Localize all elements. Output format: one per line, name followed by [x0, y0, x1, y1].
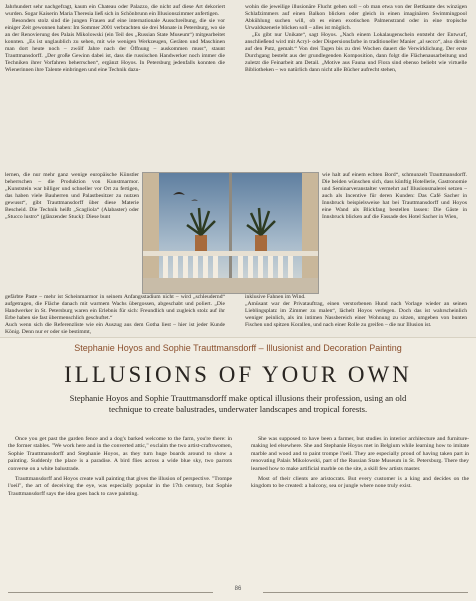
paragraph: inklusive Fahnen im Wind. [245, 294, 306, 300]
paragraph: Auch wenn sich die Referenzliste wie ein Auszug aus dem Gotha liest – hier ist jeder Kunde König. Denn nur er oder sie bestimmt, [5, 322, 225, 336]
trompe-loeil-photo [142, 172, 319, 294]
paragraph: Most of their clients are aristocrats. But every customer is a king and decides on the kingdom to be created: a balcony, sea or jungle where none truly exist. [251, 476, 469, 490]
english-summary-box [0, 337, 476, 601]
paragraph: She was supposed to have been a farmer, but studies in interior architecture and furniture-making led elsewhere. She and Stephanie Hoyos met in Belgium while learning how to imitate marble and wood and to paint trompe l'oeil. They are especially proud of having taken part in renovating Palais Mikolowski, part of the Russian State Museum in St. Petersburg. There they learned how to make artificial marble on the site, a skill few artists master. [251, 436, 469, 472]
article-column-right-bottom [245, 294, 467, 329]
english-lead: Stephanie Hoyos and Sophie Trauttmansdorff make optical illusions their profession, using an old technique to create balustrades, underwater landscapes and tropical forests. [69, 393, 407, 414]
paragraph: wie halt auf einem echten Bord“, schmunzelt Trauttmansdorff. Die beiden wünschen sich, dass künftig Hotellerie, Gastronomie und Seminarveranstalter vermehrt auf Illusionsmalerei setzen – auch als Incentive für deren Kunden: Das Café Sacher in Innsbruck beispielsweise hat bei Trauttmansdorff und Hoyos eine Wand als Blickfang bestellen lassen: Die Gäste in Innsbruck blicken auf die Fassade des Hotel Sacher in Wien, [322, 172, 467, 221]
paragraph: gefärbte Paste – mehr ist Scheinmarmor in seinem Anfangsstadium nicht – wird „schleudernd“ aufgetragen, die Fläche danach mit warmem Wachs übergossen, abgeschabt und poliert. „Die Handwerker in St. Petersburg waren ein Erlebnis für sich: Freundlich und zugleich stolz auf ihr Erbe haben sie fast übermenschlich geschuftet.“ [5, 294, 225, 322]
footer-rule-right [263, 592, 468, 593]
article-column-right-wrap [322, 172, 467, 285]
article-column-right [245, 4, 467, 124]
article-column-left-wrap [5, 172, 139, 285]
english-subtitle: Stephanie Hoyos and Sophie Trauttmansdorff – Illusionist and Decoration Painting [74, 343, 402, 353]
english-column-left [8, 436, 232, 501]
article-column-left-bottom [5, 294, 225, 336]
paragraph: „Amüsant war der Privatauftrag, einen verstorbenen Hund nach Vorlage wieder an seinen Lieblingsplatz im Zimmer zu malen“, lächelt Hoyos verlegen. Doch das ist wahrscheinlich weniger peinlich, als im intimen Nassbereich einer Wohnung zu sitzen, umgeben von bunten Fischen und spitzen Korallen, und nach einer Rolle zu greifen – die nur Illusion ist. [245, 301, 467, 329]
paragraph: Besonders stolz sind die jungen Frauen auf eine internationale Ausschreibung, die sie vor einiger Zeit gewonnen haben: Im Sommer 2001 verbrachten sie drei Monate in Petersburg, wo sie an der Renovierung des Palais Mikolowski (ein Teil des „Russian State Museum“) mitgearbeitet konnten. „Es ist unglaublich zu sehen, mit wie wenigen Werkzeugen, Geräten und Maschinen man dort heute noch – zwölf Jahre nach der Öffnung – auskommen muss“, staunt Trauttmansdorff. „Der große Gewinn dabei ist, dass die russischen Handwerker noch immer die Techniken ihrer Vorfahren beherrschen“, ergänzt Hoyos. In Petersburg jedenfalls konnten die Wienerinnen ihre Talente einbringen und eine Technik dazu- [5, 18, 225, 74]
paragraph: Trauttmansdorff and Hoyos create wall painting that gives the illusion of perspective. "Trompe l'oeil", the art of deceiving the eye, was especially popular in the 17th century, but Sophie Trauttmansdorff says the idea goes back to cave painting. [8, 476, 232, 497]
english-column-right [251, 436, 469, 494]
paragraph: lernen, die nur mehr ganz wenige europäische Künstler beherrschen – die Produktion von Kunstmarmor. „Kunststein war billiger und schneller vor Ort zu fertigen, das haben viele Bauherren und Palastbesitzer zu nutzen gewusst“, gibt Trauttmansdorff über diese Materie Bescheid. Die Technik heißt „Scagliola“ (Alabaster) oder „Stucco lustro“ (glänzender Stuck): Diese bunt [5, 172, 139, 221]
english-title: ILLUSIONS OF YOUR OWN [64, 362, 412, 387]
footer-rule-left [8, 592, 213, 593]
paragraph: wohin die jeweilige illusionäre Flucht gehen soll – ob man etwa von der Bettkante des winzigen Schlafzimmers auf einen Balkon blicken oder gleich in einen imaginären Swimmingpool Abkühlung suchen will, ob es einen exotischen Palmenstrand oder in eine tropische Urwaldszenerie blicken soll – alles ist möglich. [245, 4, 467, 32]
page-number: 86 [234, 586, 242, 592]
article-column-left [5, 4, 225, 146]
paragraph: Once you get past the garden fence and a dog's barked welcome to the farm, you're there: in the former stables. "We work here and in the converted attic," exclaim the two artist-craftswomen, Sophie Trauttmansdorff and Stephanie Hoyos, as they turn huge boards around to show a painting. Suddenly the place is a paradise. A bird flies across a wide blue sky, two parrots converse on a white balustrade. [8, 436, 232, 472]
balustrade-painting-illustration [143, 173, 318, 293]
paragraph: „Es gibt nur Unikate“, sagt Hoyos. „Nach einem Lokalaugenschein entsteht der Entwurf, anschließend wird mit Acryl- oder Dispersionsfarbe in traditioneller Manier „al secco“, also direkt auf den Putz, gemalt.“ Von drei Tagen bis zu drei Wochen dauert die Verwirklichung. Der erste Durchgang besteht aus der grundlegenden Komposition, dann folgt die Flächenausarbeitung und zuletzt die Feinarbeit am Detail. „Motive aus Fauna und Flora sind ebenso beliebt wie virtuelle Bibliotheken – wo natürlich dann nicht alle Bücher aufrecht stehen, [245, 32, 467, 74]
paragraph: Jahrhundert sehr nachgefragt, kaum ein Chateau oder Palazzo, die nicht auf diese Art dekoriert wurden. Sogar Kaiserin Maria Theresia ließ sich in Schönbrunn ein Illusionszimmer anfertigen. [5, 4, 225, 18]
